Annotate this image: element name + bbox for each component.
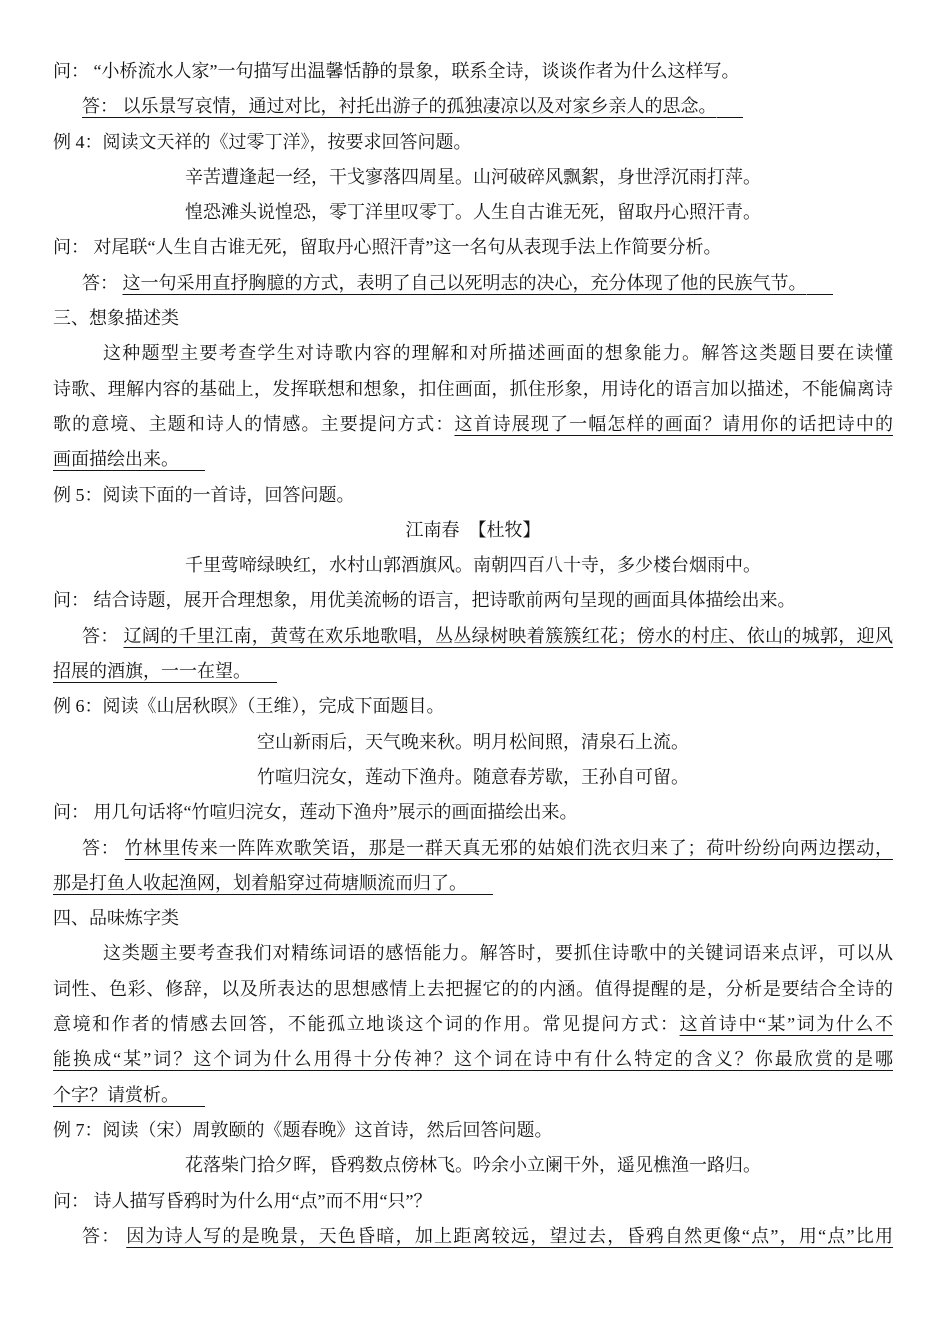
answer-line	[53, 1219, 893, 1254]
underlined-text: 辽阔的千里江南，黄莺在欢乐地歌唱，丛丛绿树映着簇簇红花；傍水的村庄、依山的城郭，迎风	[123, 625, 894, 646]
text-run: 问： 结合诗题，展开合理想象，用优美流畅的语言，把诗歌前两句呈现的画面具体描绘出来。	[53, 590, 796, 611]
text-run: 惶恐滩头说惶恐，零丁洋里叹零丁。人生自古谁无死，留取丹心照汗青。	[185, 202, 761, 223]
paragraph-line	[53, 372, 893, 407]
example-heading	[53, 478, 893, 513]
underlined-text: 竹林里传来一阵阵欢歌笑语，那是一群天真无邪的姑娘们洗衣归来了；荷叶纷纷向两边摆动，	[124, 837, 894, 858]
underline-tail	[179, 453, 205, 471]
underlined-text: 能换成“某”词？这个词为什么用得十分传神？这个词在诗中有什么特定的含义？你最欣赏的是哪	[53, 1049, 893, 1070]
underline-tail	[179, 1089, 205, 1107]
underlined-text: 这首诗中“某”词为什么不	[679, 1014, 894, 1035]
text-run: 竹喧归浣女，莲动下渔舟。随意春芳歇，王孙自可留。	[257, 766, 689, 787]
underlined-text: 招展的酒旗，一一在望。	[53, 661, 251, 682]
text-run: 问： 对尾联“人生自古谁无死，留取丹心照汗青”这一名句从表现手法上作简要分析。	[53, 237, 722, 258]
question-line	[53, 583, 893, 618]
text-run: 问： 诗人描写昏鸦时为什么用“点”而不用“只”？	[53, 1190, 432, 1211]
example-heading	[53, 689, 893, 724]
answer-line	[53, 619, 893, 654]
paragraph-line	[53, 1078, 893, 1113]
poem-line	[53, 195, 893, 230]
underlined-text: 这一句采用直抒胸臆的方式，表明了自己以死明志的决心，充分体现了他的民族气节。	[122, 272, 807, 293]
text-run: 例 4：阅读文天祥的《过零丁洋》，按要求回答问题。	[53, 131, 472, 152]
text-run: 三、想象描述类	[53, 308, 179, 329]
answer-line	[53, 831, 893, 866]
paragraph-line	[53, 442, 893, 477]
underlined-text: 那是打鱼人收起渔网，划着船穿过荷塘顺流而归了。	[53, 872, 467, 893]
text-run: 问： “小桥流水人家”一句描写出温馨恬静的景象，联系全诗，谈谈作者为什么这样写。	[53, 61, 740, 81]
text-run: 例 7：阅读（宋）周敦颐的《题春晚》这首诗，然后回答问题。	[53, 1119, 553, 1140]
paragraph-line	[53, 1007, 893, 1042]
text-run: 千里莺啼绿映红，水村山郭酒旗风。南朝四百八十寺，多少楼台烟雨中。	[185, 555, 761, 576]
text-run: 这类题主要考查我们对精练词语的感悟能力。解答时，要抓住诗歌中的关键词语来点评，可以从	[103, 943, 893, 964]
text-run: 江南春 【杜牧】	[405, 519, 541, 540]
paragraph-line	[53, 336, 893, 371]
text-run: 辛苦遭逢起一经，干戈寥落四周星。山河破碎风飘絮，身世浮沉雨打萍。	[185, 166, 761, 187]
underline-tail	[807, 277, 833, 295]
paragraph-line	[53, 972, 893, 1007]
underlined-text: 这首诗展现了一幅怎样的画面？请用你的话把诗中的	[454, 413, 894, 434]
underlined-text: 画面描绘出来。	[53, 449, 179, 470]
section-heading	[53, 301, 893, 336]
underline-tail	[467, 877, 493, 895]
paragraph-line	[53, 936, 893, 971]
poem-title	[53, 513, 893, 548]
question-line	[53, 230, 893, 265]
question-line	[53, 1184, 893, 1219]
text-run: 这种题型主要考查学生对诗歌内容的理解和对所描述画面的想象能力。解答这类题目要在读懂	[103, 343, 893, 364]
underline-tail	[717, 100, 743, 118]
answer-line	[53, 654, 893, 689]
text-run: 四、品味炼字类	[53, 908, 179, 929]
text-run: 问： 用几句话将“竹喧归浣女，莲动下渔舟”展示的画面描绘出来。	[53, 802, 578, 823]
example-heading	[53, 1113, 893, 1148]
answer-line	[53, 89, 893, 124]
underlined-text: 个字？请赏析。	[53, 1084, 179, 1105]
answer-line	[53, 266, 893, 301]
underlined-text: 因为诗人写的是晚景，天色昏暗，加上距离较远，望过去，昏鸦自然更像“点”，用“点”比用	[126, 1225, 894, 1246]
poem-line	[53, 548, 893, 583]
text-run: 答：	[82, 1225, 127, 1246]
text-run: 词性、色彩、修辞，以及所表达的思想感情上去把握它的的内涵。值得提醒的是，分析是要结合全诗的	[53, 978, 893, 999]
text-run: 意境和作者的情感去回答，不能孤立地谈这个词的作用。常见提问方式：	[53, 1014, 680, 1035]
text-run: 空山新雨后，天气晚来秋。明月松间照，清泉石上流。	[257, 731, 689, 752]
text-run: 诗歌、理解内容的基础上，发挥联想和想象，扣住画面，抓住形象，用诗化的语言加以描述，不能偏离诗	[53, 378, 893, 399]
poem-line	[53, 1148, 893, 1183]
underline-tail	[251, 665, 277, 683]
answer-line	[53, 866, 893, 901]
poem-line	[53, 160, 893, 195]
poem-line	[53, 725, 893, 760]
example-heading	[53, 125, 893, 160]
text-run: 例 6：阅读《山居秋暝》（王维），完成下面题目。	[53, 696, 445, 717]
text-run: 答：	[82, 625, 124, 646]
section-heading	[53, 901, 893, 936]
text-run: 答：	[82, 837, 125, 858]
text-run: 例 5：阅读下面的一首诗，回答问题。	[53, 484, 355, 505]
paragraph-line	[53, 1042, 893, 1077]
underlined-text: 答： 以乐景写哀情，通过对比，衬托出游子的孤独凄凉以及对家乡亲人的思念。	[82, 96, 717, 117]
text-run: 花落柴门拾夕晖，昏鸦数点傍林飞。吟余小立阑干外，遥见樵渔一路归。	[185, 1155, 761, 1176]
question-line	[53, 795, 893, 830]
text-run: 歌的意境、主题和诗人的情感。主要提问方式：	[53, 413, 455, 434]
poem-line	[53, 760, 893, 795]
paragraph-line	[53, 407, 893, 442]
question-line	[53, 54, 893, 89]
text-run: 答：	[82, 272, 123, 293]
